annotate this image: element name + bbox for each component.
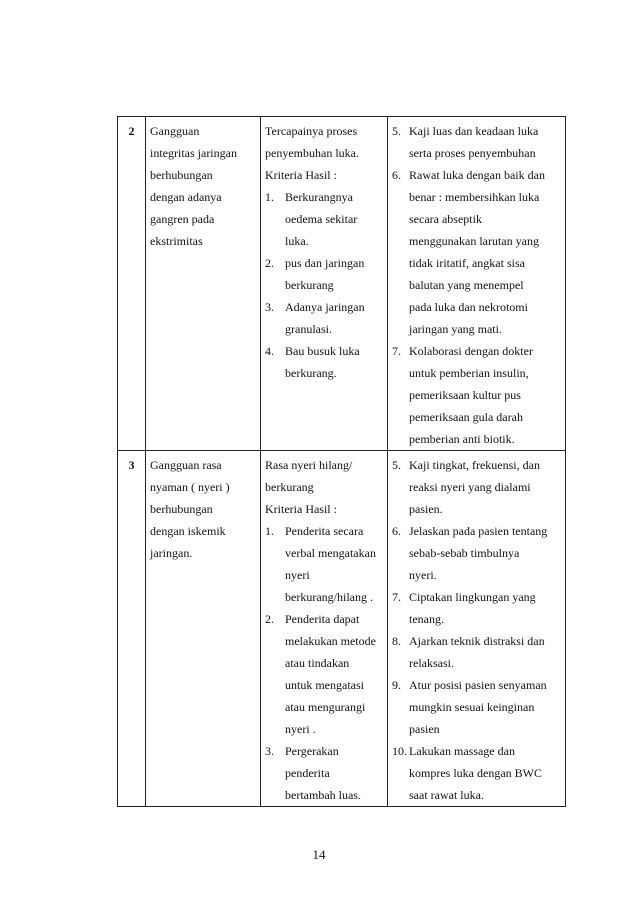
intervention-item xyxy=(392,586,561,608)
intervention-text: pemberian anti biotik. xyxy=(409,432,515,446)
intervention-text: serta proses penyembuhan xyxy=(409,146,536,160)
criteria-number: 3. xyxy=(265,744,274,758)
page-number: 14 xyxy=(312,847,326,862)
intervention-text: Jelaskan pada pasien tentang xyxy=(409,524,548,538)
criteria-text: bertambah luas. xyxy=(285,788,361,802)
intervention-item xyxy=(392,454,561,476)
goal-line: Rasa nyeri hilang/ xyxy=(265,458,353,472)
intervention-item xyxy=(392,630,561,652)
goal-cell xyxy=(261,451,388,807)
intervention-text: Rawat luka dengan baik dan xyxy=(409,168,545,182)
diagnosis-line: dengan iskemik xyxy=(150,524,226,538)
criteria-item xyxy=(265,608,383,630)
intervention-item xyxy=(392,340,561,362)
diagnosis-line: nyaman ( nyeri ) xyxy=(150,480,230,494)
diagnosis-cell xyxy=(146,451,261,807)
criteria-text: granulasi. xyxy=(285,322,332,336)
intervention-cell xyxy=(388,451,566,807)
intervention-number: 6. xyxy=(392,168,401,182)
intervention-text: reaksi nyeri yang dialami xyxy=(409,480,531,494)
diagnosis-line: integritas jaringan xyxy=(150,146,237,160)
intervention-number: 8. xyxy=(392,634,401,648)
intervention-item xyxy=(392,520,561,542)
intervention-text: Atur posisi pasien senyaman xyxy=(409,678,547,692)
goal-line: penyembuhan luka. xyxy=(265,146,359,160)
criteria-item xyxy=(265,340,383,362)
criteria-text: Adanya jaringan xyxy=(285,300,365,314)
intervention-number: 7. xyxy=(392,590,401,604)
intervention-text: pada luka dan nekrotomi xyxy=(409,300,528,314)
criteria-text: nyeri . xyxy=(285,722,316,736)
intervention-text: pasien. xyxy=(409,502,443,516)
diagnosis-line: Gangguan xyxy=(150,124,200,138)
goal-line: Tercapainya proses xyxy=(265,124,358,138)
criteria-text: Pergerakan xyxy=(285,744,339,758)
intervention-text: mungkin sesuai keinginan xyxy=(409,700,535,714)
intervention-cell xyxy=(388,117,566,451)
criteria-number: 3. xyxy=(265,300,274,314)
criteria-item xyxy=(265,520,383,542)
diagnosis-line: berhubungan xyxy=(150,168,213,182)
intervention-number: 5. xyxy=(392,124,401,138)
intervention-text: tenang. xyxy=(409,612,444,626)
criteria-text: penderita xyxy=(285,766,330,780)
intervention-text: tidak iritatif, angkat sisa xyxy=(409,256,525,270)
criteria-text: Berkurangnya xyxy=(285,190,353,204)
intervention-item xyxy=(392,120,561,142)
intervention-text: pasien xyxy=(409,722,440,736)
intervention-number: 7. xyxy=(392,344,401,358)
criteria-text: untuk mengatasi xyxy=(285,678,364,692)
diagnosis-line: gangren pada xyxy=(150,212,215,226)
criteria-text: berkurang xyxy=(285,278,334,292)
intervention-text: Kaji luas dan keadaan luka xyxy=(409,124,539,138)
intervention-text: saat rawat luka. xyxy=(409,788,484,802)
criteria-text: oedema sekitar xyxy=(285,212,358,226)
criteria-number: 2. xyxy=(265,256,274,270)
goal-cell xyxy=(261,117,388,451)
criteria-text: pus dan jaringan xyxy=(285,256,365,270)
goal-line: Kriteria Hasil : xyxy=(265,168,337,182)
criteria-text: berkurang/hilang . xyxy=(285,590,373,604)
criteria-item xyxy=(265,740,383,762)
row-number: 2 xyxy=(118,117,146,451)
table-row xyxy=(118,117,566,451)
criteria-number: 2. xyxy=(265,612,274,626)
goal-line: berkurang xyxy=(265,480,314,494)
criteria-number: 1. xyxy=(265,524,274,538)
criteria-text: Bau busuk luka xyxy=(285,344,360,358)
goal-line: Kriteria Hasil : xyxy=(265,502,337,516)
intervention-text: balutan yang menempel xyxy=(409,278,524,292)
intervention-number: 9. xyxy=(392,678,401,692)
intervention-text: Lakukan massage dan xyxy=(409,744,515,758)
intervention-text: untuk pemberian insulin, xyxy=(409,366,529,380)
intervention-item xyxy=(392,674,561,696)
intervention-text: relaksasi. xyxy=(409,656,454,670)
criteria-number: 1. xyxy=(265,190,274,204)
care-plan-table xyxy=(117,116,566,807)
table-row xyxy=(118,451,566,807)
intervention-text: jaringan yang mati. xyxy=(409,322,502,336)
intervention-text: Ciptakan lingkungan yang xyxy=(409,590,536,604)
intervention-number: 10. xyxy=(392,744,407,758)
criteria-text: melakukan metode xyxy=(285,634,376,648)
intervention-text: menggunakan larutan yang xyxy=(409,234,539,248)
criteria-item xyxy=(265,296,383,318)
criteria-text: atau mengurangi xyxy=(285,700,366,714)
criteria-text: atau tindakan xyxy=(285,656,350,670)
row-number: 3 xyxy=(118,451,146,807)
diagnosis-cell xyxy=(146,117,261,451)
intervention-text: sebab-sebab timbulnya xyxy=(409,546,520,560)
criteria-text: berkurang. xyxy=(285,366,337,380)
diagnosis-line: dengan adanya xyxy=(150,190,222,204)
criteria-item xyxy=(265,252,383,274)
intervention-text: pemeriksaan kultur pus xyxy=(409,388,521,402)
intervention-number: 5. xyxy=(392,458,401,472)
intervention-text: benar : membersihkan luka xyxy=(409,190,540,204)
intervention-text: nyeri. xyxy=(409,568,437,582)
criteria-text: verbal mengatakan xyxy=(285,546,376,560)
intervention-text: pemeriksaan gula darah xyxy=(409,410,523,424)
criteria-text: Penderita dapat xyxy=(285,612,360,626)
criteria-item xyxy=(265,186,383,208)
criteria-number: 4. xyxy=(265,344,274,358)
diagnosis-line: jaringan. xyxy=(150,546,193,560)
intervention-item xyxy=(392,740,561,762)
criteria-text: Penderita secara xyxy=(285,524,364,538)
criteria-text: nyeri xyxy=(285,568,310,582)
intervention-text: secara abseptik xyxy=(409,212,482,226)
diagnosis-line: berhubungan xyxy=(150,502,213,516)
intervention-text: Ajarkan teknik distraksi dan xyxy=(409,634,545,648)
diagnosis-line: ekstrimitas xyxy=(150,234,203,248)
criteria-text: luka. xyxy=(285,234,309,248)
intervention-text: Kaji tingkat, frekuensi, dan xyxy=(409,458,540,472)
intervention-text: Kolaborasi dengan dokter xyxy=(409,344,533,358)
intervention-item xyxy=(392,164,561,186)
intervention-number: 6. xyxy=(392,524,401,538)
intervention-text: kompres luka dengan BWC xyxy=(409,766,542,780)
diagnosis-line: Gangguan rasa xyxy=(150,458,222,472)
